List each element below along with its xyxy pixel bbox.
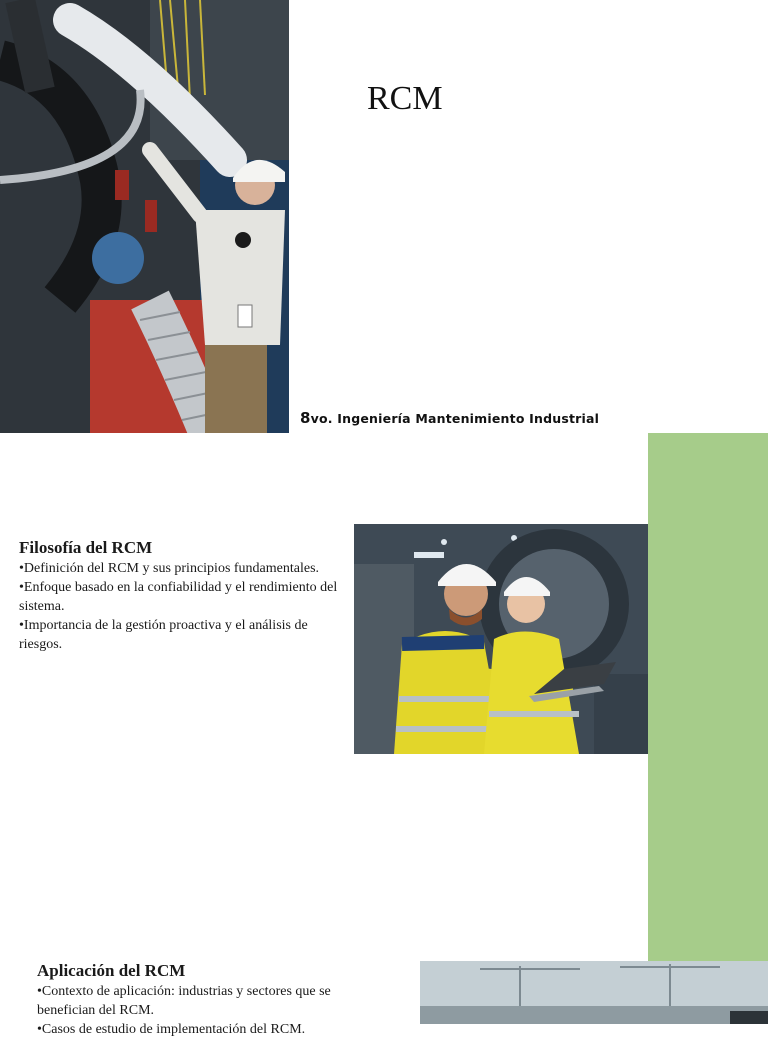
slide-subtitle xyxy=(300,409,599,427)
bullet-item: •Importancia de la gestión proactiva y el análisis de riesgos. xyxy=(19,618,308,652)
section-heading: Aplicación del RCM xyxy=(37,961,186,980)
bullet-item: •Enfoque basado en la confiabilidad y el rendimiento del sistema. xyxy=(19,580,338,614)
bullet-list xyxy=(19,559,344,654)
section-heading: Filosofía del RCM xyxy=(19,538,153,557)
application-slide xyxy=(0,961,768,1037)
bullet-item: •Contexto de aplicación: industrias y sectores que se benefician del RCM. xyxy=(37,984,331,1018)
bullet-list xyxy=(37,982,382,1039)
title-slide xyxy=(0,0,768,433)
engineer-inspecting-pipes-photo xyxy=(0,0,289,433)
green-accent-bar xyxy=(648,433,768,961)
workers-with-laptop-photo xyxy=(354,524,648,754)
workers-photo-illustration xyxy=(354,524,648,754)
philosophy-slide xyxy=(0,433,768,961)
subtitle-lead: 8 xyxy=(300,409,311,427)
engineer-photo-illustration xyxy=(0,0,289,433)
site-photo-illustration xyxy=(420,961,768,1024)
subtitle-rest: vo. Ingeniería Mantenimiento Industrial xyxy=(310,411,600,426)
bullet-item: •Casos de estudio de implementación del RCM. xyxy=(37,1022,306,1037)
bullet-item: •Definición del RCM y sus principios fundamentales. xyxy=(19,561,320,576)
slide-title: RCM xyxy=(367,80,443,117)
construction-site-photo xyxy=(420,961,768,1024)
